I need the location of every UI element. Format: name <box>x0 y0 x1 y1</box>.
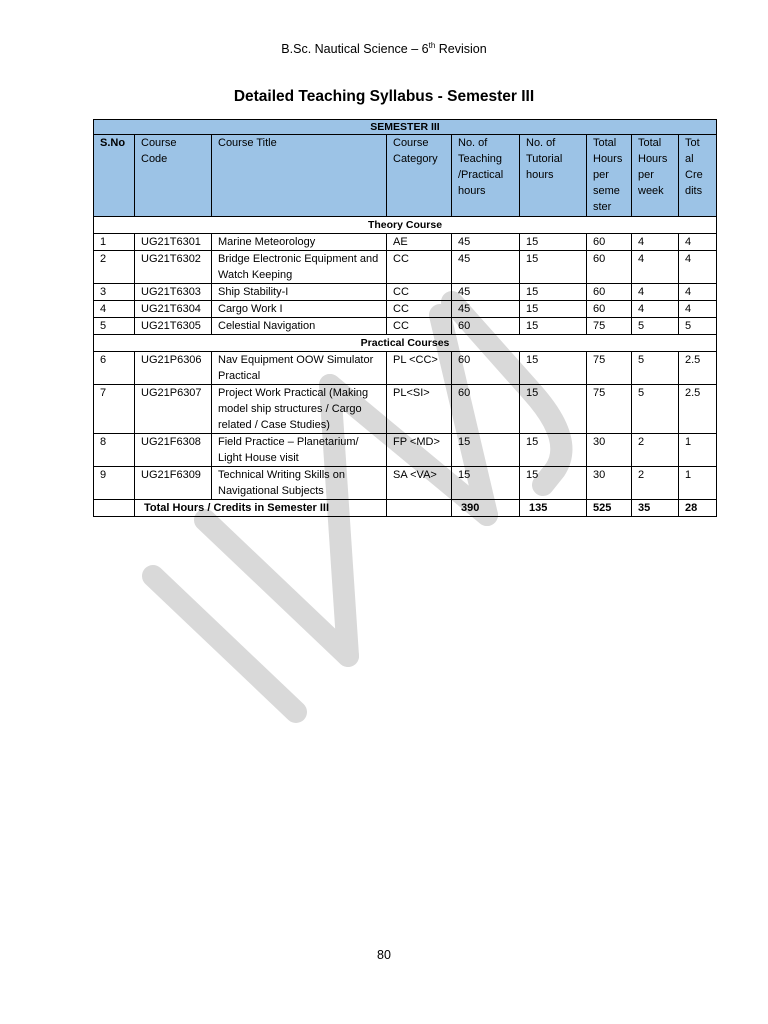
cell-tutorial: 15 <box>520 234 587 251</box>
cell-category: AE <box>387 234 452 251</box>
cell-teaching: 45 <box>452 251 520 284</box>
cell-code: UG21T6302 <box>135 251 212 284</box>
cell-sno: 5 <box>94 318 135 335</box>
cell-category: FP <MD> <box>387 434 452 467</box>
cell-total-sem: 75 <box>587 318 632 335</box>
cell-title: Marine Meteorology <box>212 234 387 251</box>
cell-credits: 2.5 <box>679 385 717 434</box>
cell-title: Celestial Navigation <box>212 318 387 335</box>
theory-section-heading: Theory Course <box>94 217 717 234</box>
cell-title: Ship Stability-I <box>212 284 387 301</box>
cell-sno: 6 <box>94 352 135 385</box>
cell-total-week: 5 <box>632 385 679 434</box>
column-header-total-credits: Tot al Cre dits <box>679 135 717 217</box>
page-number: 80 <box>377 948 391 962</box>
cell-total-week: 4 <box>632 234 679 251</box>
column-header-tutorial-hours: No. of Tutorial hours <box>520 135 587 217</box>
totals-total-week: 35 <box>632 500 679 517</box>
cell-category: PL <CC> <box>387 352 452 385</box>
cell-sno: 8 <box>94 434 135 467</box>
cell-total-sem: 60 <box>587 301 632 318</box>
watermark-letter-m-1 <box>205 520 348 656</box>
cell-title: Field Practice – Planetarium/ Light House visit <box>212 434 387 467</box>
cell-tutorial: 15 <box>520 467 587 500</box>
cell-tutorial: 15 <box>520 434 587 467</box>
cell-tutorial: 15 <box>520 318 587 335</box>
cell-sno: 3 <box>94 284 135 301</box>
cell-title: Bridge Electronic Equipment and Watch Keeping <box>212 251 387 284</box>
cell-category: CC <box>387 301 452 318</box>
cell-title: Cargo Work I <box>212 301 387 318</box>
cell-total-sem: 30 <box>587 434 632 467</box>
cell-code: UG21P6306 <box>135 352 212 385</box>
cell-total-sem: 75 <box>587 352 632 385</box>
cell-total-week: 2 <box>632 434 679 467</box>
cell-teaching: 60 <box>452 352 520 385</box>
cell-total-week: 4 <box>632 301 679 318</box>
cell-total-sem: 30 <box>587 467 632 500</box>
cell-teaching: 45 <box>452 234 520 251</box>
watermark-letter-i <box>153 576 296 712</box>
column-header-teaching-hours: No. of Teaching /Practical hours <box>452 135 520 217</box>
cell-total-week: 2 <box>632 467 679 500</box>
cell-code: UG21T6301 <box>135 234 212 251</box>
syllabus-table <box>93 119 717 517</box>
cell-credits: 5 <box>679 318 717 335</box>
cell-sno: 1 <box>94 234 135 251</box>
cell-credits: 4 <box>679 301 717 318</box>
cell-category: PL<SI> <box>387 385 452 434</box>
practical-rows <box>94 352 717 500</box>
table-row <box>94 467 717 500</box>
cell-tutorial: 15 <box>520 251 587 284</box>
cell-category: SA <VA> <box>387 467 452 500</box>
cell-title: Nav Equipment OOW Simulator Practical <box>212 352 387 385</box>
theory-rows <box>94 234 717 335</box>
document-title: Detailed Teaching Syllabus - Semester III <box>233 88 535 105</box>
cell-total-sem: 75 <box>587 385 632 434</box>
table-row <box>94 352 717 385</box>
cell-teaching: 15 <box>452 467 520 500</box>
table-row <box>94 385 717 434</box>
cell-credits: 4 <box>679 251 717 284</box>
table-row <box>94 301 717 318</box>
cell-sno: 9 <box>94 467 135 500</box>
table-row <box>94 251 717 284</box>
cell-total-week: 5 <box>632 318 679 335</box>
cell-code: UG21T6305 <box>135 318 212 335</box>
totals-row <box>94 500 717 517</box>
totals-category-cell <box>387 500 452 517</box>
semester-heading-row <box>94 120 717 135</box>
cell-total-sem: 60 <box>587 284 632 301</box>
column-header-total-hours-semester: Total Hours per seme ster <box>587 135 632 217</box>
cell-code: UG21P6307 <box>135 385 212 434</box>
column-header-course-title: Course Title <box>212 135 387 217</box>
table-row <box>94 434 717 467</box>
cell-total-sem: 60 <box>587 234 632 251</box>
totals-teaching: 390 <box>452 500 520 517</box>
cell-title: Project Work Practical (Making model ship structures / Cargo related / Case Studies) <box>212 385 387 434</box>
cell-credits: 4 <box>679 284 717 301</box>
cell-credits: 1 <box>679 434 717 467</box>
cell-sno: 7 <box>94 385 135 434</box>
practical-section-heading: Practical Courses <box>94 335 717 352</box>
semester-heading: SEMESTER III <box>94 120 717 135</box>
column-header-course-category: Course Category <box>387 135 452 217</box>
cell-credits: 2.5 <box>679 352 717 385</box>
cell-category: CC <box>387 318 452 335</box>
theory-section-row <box>94 217 717 234</box>
cell-total-week: 4 <box>632 251 679 284</box>
cell-title: Technical Writing Skills on Navigational Subjects <box>212 467 387 500</box>
cell-teaching: 60 <box>452 318 520 335</box>
totals-label: Total Hours / Credits in Semester III <box>135 500 387 517</box>
table-row <box>94 234 717 251</box>
table-row <box>94 318 717 335</box>
cell-tutorial: 15 <box>520 301 587 318</box>
cell-credits: 4 <box>679 234 717 251</box>
totals-sno-cell <box>94 500 135 517</box>
cell-total-sem: 60 <box>587 251 632 284</box>
cell-sno: 4 <box>94 301 135 318</box>
cell-code: UG21T6304 <box>135 301 212 318</box>
cell-tutorial: 15 <box>520 284 587 301</box>
column-header-course-code: Course Code <box>135 135 212 217</box>
cell-teaching: 60 <box>452 385 520 434</box>
cell-credits: 1 <box>679 467 717 500</box>
practical-section-row <box>94 335 717 352</box>
totals-credits: 28 <box>679 500 717 517</box>
cell-tutorial: 15 <box>520 352 587 385</box>
cell-code: UG21F6308 <box>135 434 212 467</box>
totals-tutorial: 135 <box>520 500 587 517</box>
table-row <box>94 284 717 301</box>
cell-total-week: 4 <box>632 284 679 301</box>
cell-category: CC <box>387 284 452 301</box>
cell-total-week: 5 <box>632 352 679 385</box>
totals-total-semester: 525 <box>587 500 632 517</box>
cell-tutorial: 15 <box>520 385 587 434</box>
cell-sno: 2 <box>94 251 135 284</box>
column-header-sno: S.No <box>94 135 135 217</box>
cell-code: UG21T6303 <box>135 284 212 301</box>
column-header-row <box>94 135 717 217</box>
cell-teaching: 45 <box>452 301 520 318</box>
cell-code: UG21F6309 <box>135 467 212 500</box>
running-header: B.Sc. Nautical Science – 6th Revision <box>281 41 487 57</box>
column-header-total-hours-week: Total Hours per week <box>632 135 679 217</box>
cell-teaching: 15 <box>452 434 520 467</box>
cell-category: CC <box>387 251 452 284</box>
cell-teaching: 45 <box>452 284 520 301</box>
